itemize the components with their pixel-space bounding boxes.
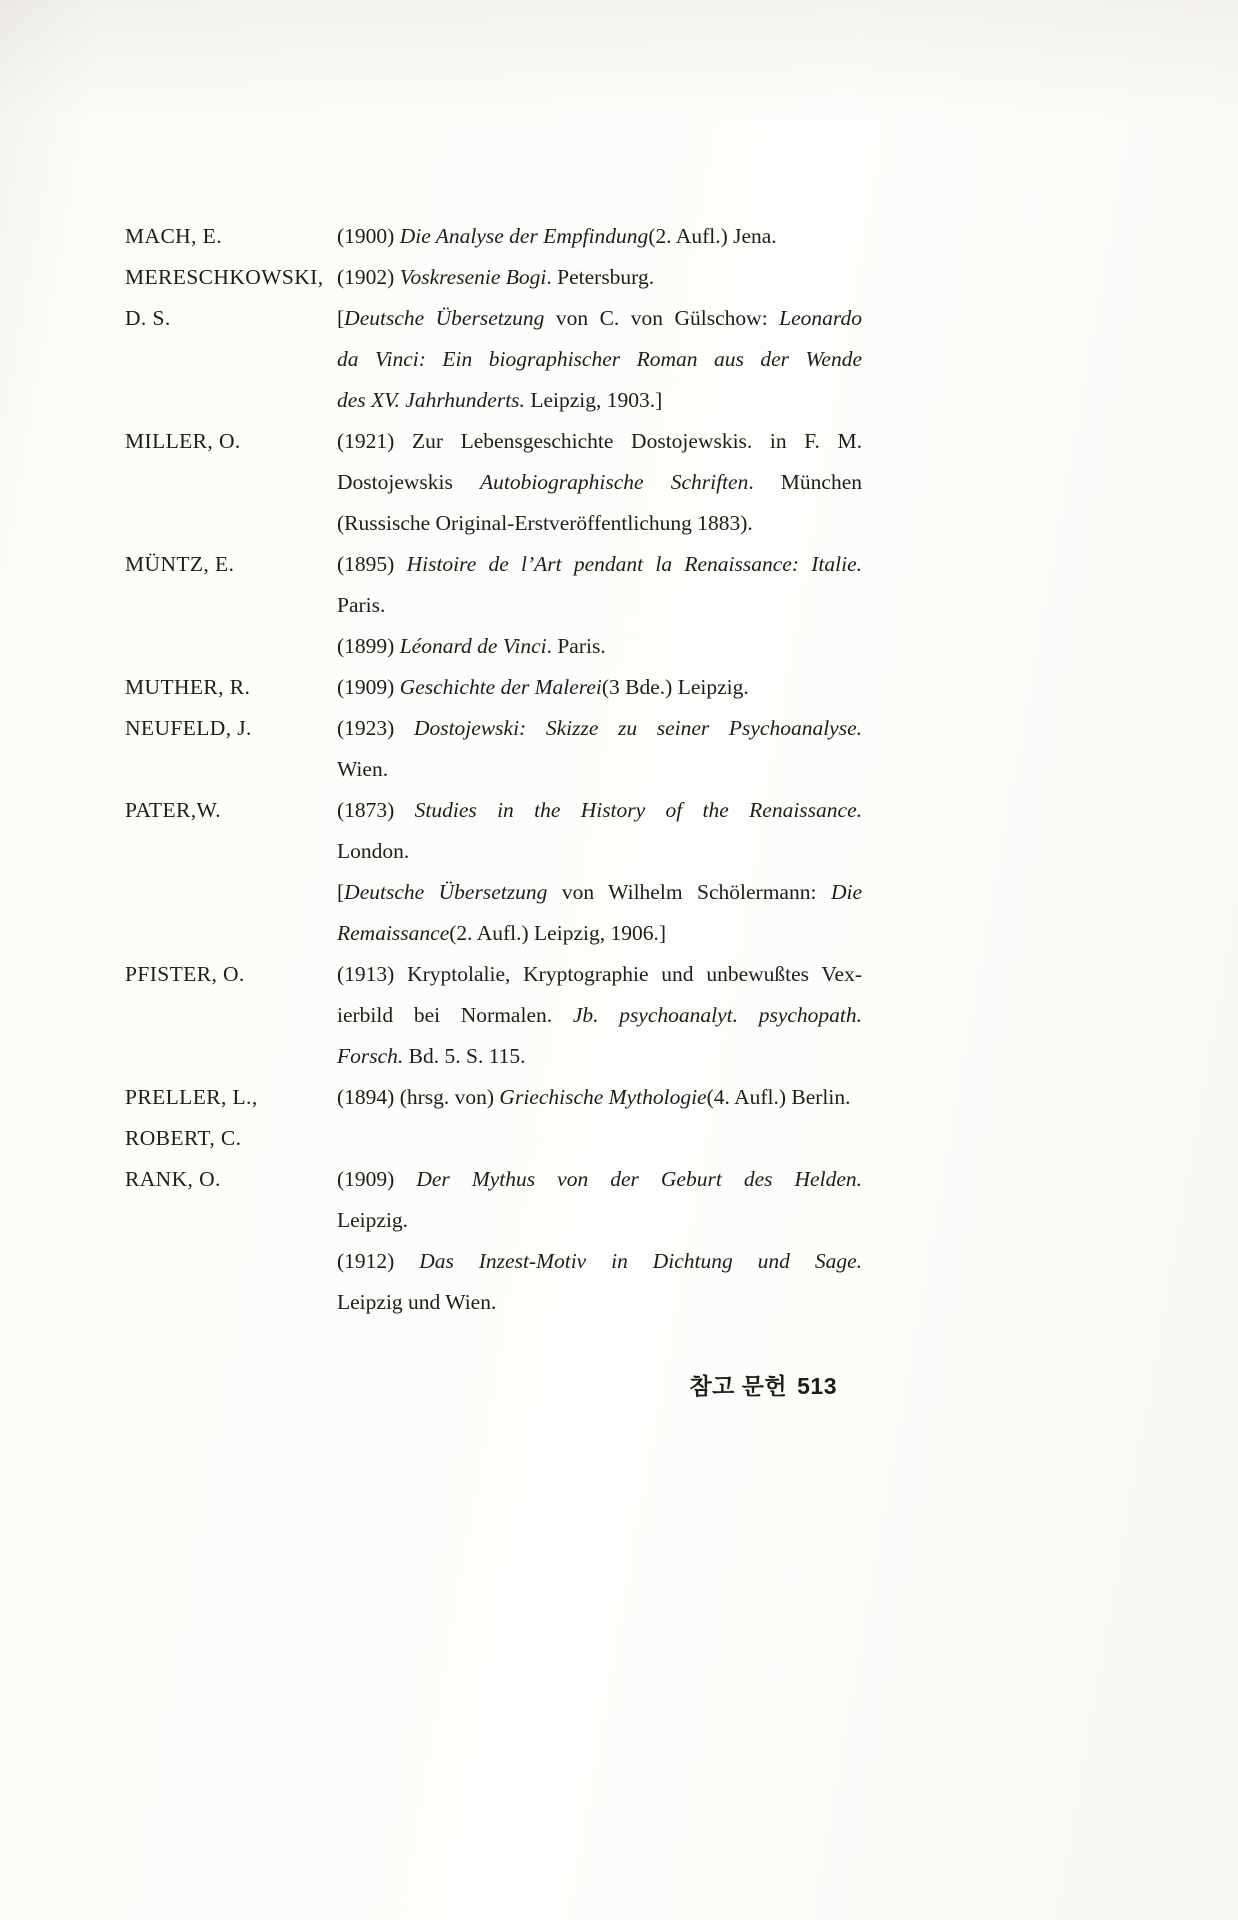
work-title-segment: Dostojewski: Skizze zu seiner Psychoanalyse.: [413, 716, 862, 740]
work-title-segment: Das Inzest-Motiv in Dichtung und Sage.: [419, 1249, 862, 1273]
text-segment: Bd. 5. S. 115.: [403, 1044, 526, 1068]
text-segment: Paris.: [337, 593, 386, 617]
scan-shading: [0, 0, 1238, 120]
author-name: ROBERT, C.: [125, 1126, 242, 1150]
author-name: MILLER, O.: [125, 429, 241, 453]
citation-column: [337, 954, 862, 1077]
author-column: [125, 790, 337, 831]
author-column: [125, 667, 337, 708]
citation-line: [337, 421, 862, 462]
text-segment: (1900): [337, 224, 400, 248]
bibliography-entry: [125, 790, 862, 954]
work-title-segment: da Vinci: Ein biographischer Roman aus der Wende: [337, 347, 862, 371]
citation-line: [337, 216, 862, 257]
text-segment: (1909): [337, 1167, 417, 1191]
author-column: [125, 216, 337, 257]
text-segment: . Petersburg.: [546, 265, 655, 289]
work-title-segment: Histoire de l’Art pendant la Renaissance: Italie.: [406, 552, 862, 576]
author-name: NEUFELD, J.: [125, 716, 252, 740]
text-segment: (3 Bde.) Leipzig.: [601, 675, 749, 699]
citation-column: [337, 216, 862, 257]
citation-column: [337, 708, 862, 790]
citation-line: [337, 585, 862, 626]
citation-line: [337, 298, 862, 339]
citation-column: [337, 544, 862, 667]
work-title-segment: Studies in the History of the Renaissance.: [414, 798, 862, 822]
citation-line: [337, 790, 862, 831]
text-segment: (1902): [337, 265, 400, 289]
bibliography-entry: [125, 1077, 862, 1159]
bibliography-entry: [125, 954, 862, 1077]
author-name: MACH, E.: [125, 224, 222, 248]
citation-column: [337, 421, 862, 544]
page-footer: [125, 1368, 837, 1401]
citation-line: [337, 1282, 862, 1323]
work-title-segment: des XV. Jahrhunderts.: [337, 388, 525, 412]
citation-line: [337, 831, 862, 872]
text-segment: von C. von Gülschow:: [544, 306, 780, 330]
text-segment: (1873): [337, 798, 415, 822]
citation-line: [337, 380, 862, 421]
bibliography-entry: [125, 667, 862, 708]
text-segment: (1899): [337, 634, 400, 658]
author-name: RANK, O.: [125, 1167, 221, 1191]
citation-column: [337, 790, 862, 954]
citation-line: [337, 667, 862, 708]
bibliography-entry: [125, 257, 862, 421]
author-name: PRELLER, L.,: [125, 1085, 258, 1109]
author-name: MÜNTZ, E.: [125, 552, 235, 576]
text-segment: . Paris.: [546, 634, 606, 658]
citation-line: [337, 708, 862, 749]
author-name: PATER,W.: [125, 798, 222, 822]
bibliography-entry: [125, 708, 862, 790]
work-title-segment: Die: [830, 880, 862, 904]
author-column: [125, 954, 337, 995]
author-column: [125, 421, 337, 462]
text-segment: (1894) (hrsg. von): [337, 1085, 500, 1109]
author-column: [125, 257, 337, 339]
author-name: MUTHER, R.: [125, 675, 251, 699]
author-name: D. S.: [125, 306, 171, 330]
text-segment: . München: [748, 470, 862, 494]
author-column: [125, 544, 337, 585]
citation-line: [337, 462, 862, 503]
text-segment: (1895): [337, 552, 407, 576]
text-segment: (Russische Original-Erstveröffentlichung 1883).: [337, 511, 753, 535]
citation-line: [337, 339, 862, 380]
citation-column: [337, 1159, 862, 1323]
author-name: PFISTER, O.: [125, 962, 245, 986]
text-segment: (1913) Kryptolalie, Kryptographie und unbewußtes Vex-: [337, 962, 862, 986]
citation-line: [337, 1077, 862, 1118]
citation-column: [337, 667, 862, 708]
bibliography-entry: [125, 544, 862, 667]
text-segment: Leipzig und Wien.: [337, 1290, 497, 1314]
text-segment: Leipzig, 1903.]: [524, 388, 663, 412]
citation-line: [337, 749, 862, 790]
work-title-segment: Leonardo: [779, 306, 862, 330]
text-segment: (4. Aufl.) Berlin.: [706, 1085, 851, 1109]
citation-line: [337, 1036, 862, 1077]
work-title-segment: Forsch.: [337, 1044, 404, 1068]
citation-line: [337, 626, 862, 667]
author-name: MERESCHKOWSKI,: [125, 265, 324, 289]
footer-label: 참고 문헌: [689, 1373, 788, 1399]
work-title-segment: Der Mythus von der Geburt des Helden.: [416, 1167, 862, 1191]
text-segment: (2. Aufl.) Leipzig, 1906.]: [449, 921, 666, 945]
work-title-segment: Deutsche Übersetzung: [344, 306, 545, 330]
citation-line: [337, 913, 862, 954]
citation-line: [337, 503, 862, 544]
citation-line: [337, 1200, 862, 1241]
text-segment: (1909): [337, 675, 400, 699]
text-segment: (1912): [337, 1249, 420, 1273]
work-title-segment: Autobiographische Schriften: [479, 470, 749, 494]
text-segment: (1921) Zur Lebensgeschichte Dostojewskis. in F. M.: [337, 429, 862, 453]
citation-column: [337, 1077, 862, 1118]
bibliography-entry: [125, 1159, 862, 1323]
author-column: [125, 708, 337, 749]
text-segment: von Wilhelm Schölermann:: [547, 880, 831, 904]
work-title-segment: Die Analyse der Empfindung: [399, 224, 649, 248]
bibliography: [125, 216, 862, 1323]
work-title-segment: Voskresenie Bogi: [399, 265, 547, 289]
bibliography-entry: [125, 421, 862, 544]
work-title-segment: Griechische Mythologie: [499, 1085, 707, 1109]
author-column: [125, 1077, 337, 1159]
text-segment: Wien.: [337, 757, 389, 781]
text-segment: [: [337, 880, 345, 904]
text-segment: Leipzig.: [337, 1208, 409, 1232]
citation-line: [337, 544, 862, 585]
work-title-segment: Léonard de Vinci: [399, 634, 547, 658]
work-title-segment: Geschichte der Malerei: [399, 675, 602, 699]
work-title-segment: Jb. psychoanalyt. psychopath.: [572, 1003, 862, 1027]
author-column: [125, 1159, 337, 1200]
text-segment: ierbild bei Normalen.: [337, 1003, 573, 1027]
citation-line: [337, 872, 862, 913]
citation-line: [337, 257, 862, 298]
text-segment: [: [337, 306, 345, 330]
work-title-segment: Remaissance: [337, 921, 450, 945]
citation-line: [337, 954, 862, 995]
footer-page-number: 513: [797, 1373, 837, 1399]
text-segment: (2. Aufl.) Jena.: [648, 224, 777, 248]
text-segment: (1923): [337, 716, 414, 740]
work-title-segment: Deutsche Übersetzung: [344, 880, 548, 904]
bibliography-entry: [125, 216, 862, 257]
citation-line: [337, 1241, 862, 1282]
citation-column: [337, 257, 862, 421]
citation-line: [337, 1159, 862, 1200]
text-segment: Dostojewskis: [337, 470, 480, 494]
citation-line: [337, 995, 862, 1036]
text-segment: London.: [337, 839, 410, 863]
